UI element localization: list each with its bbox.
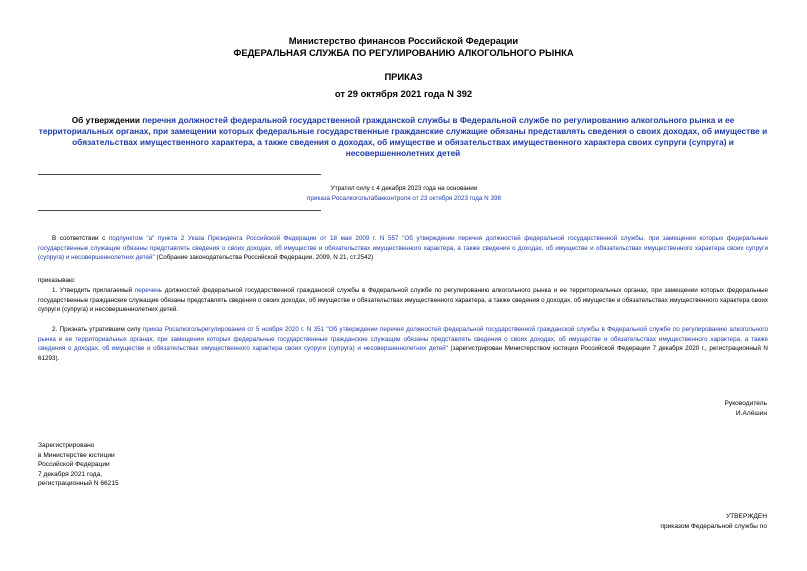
document-subject — [38, 115, 768, 159]
item-2-link[interactable]: приказ Росалкогольрегулирования от 5 ноября 2020 г. N 351 "Об утверждении перечня должностей федеральной государственной гражданской службы в Федеральной службе по регулированию алкогольного рынка и ее территориальных органах, при замещении которых федеральные государственные гражданские служащие обязаны представлять сведения о своих доходах, об имуществе и обязательствах имущественного характера, а также сведения о доходах, об имуществе и обязательствах имущественного характера своих супруги (супруга) и несовершеннолетних детей" — [38, 326, 768, 353]
item-2-paragraph — [38, 325, 768, 363]
item-1-text-b: должностей федеральной государственной гражданской службы в Федеральной службе по регулированию алкогольного рынка и ее территориальных органах, при замещении которых федеральные государственные гражданские служащие обязаны представлять сведения о своих доходах, об имуществе и обязательствах имущественного характера, а также сведения о доходах, об имуществе и обязательствах имущественного характера своих супруги (супруга) и несовершеннолетних детей. — [38, 287, 768, 314]
item-2-text-b: (зарегистрирован Министерством юстиции Российской Федерации 7 декабря 2020 г., регистрационный N 61293). — [38, 345, 768, 362]
ministry-name: Министерство финансов Российской Федерации — [288, 35, 519, 46]
service-name: ФЕДЕРАЛЬНАЯ СЛУЖБА ПО РЕГУЛИРОВАНИЮ АЛКОГОЛЬНОГО РЫНКА — [233, 47, 574, 58]
registration-line-5: регистрационный N 66215 — [38, 480, 119, 488]
divider-top — [38, 174, 321, 175]
status-note — [290, 184, 518, 204]
registration-line-2: в Министерстве юстиции — [38, 451, 115, 459]
document-type: ПРИКАЗ — [384, 71, 423, 82]
registration-line-4: 7 декабря 2021 года, — [38, 470, 103, 478]
item-2-text-a: 2. Признать утратившим силу — [52, 326, 143, 333]
divider-bottom — [38, 210, 321, 211]
item-1-link[interactable]: перечень — [134, 287, 163, 294]
registration-block — [38, 441, 119, 489]
document-date-number: от 29 октября 2021 года N 392 — [334, 88, 473, 99]
order-word: приказываю: — [38, 277, 76, 284]
intro-text-a: В соответствии с — [52, 235, 109, 242]
item-1-text-a: 1. Утвердить прилагаемый — [52, 287, 135, 294]
intro-text-b: (Собрание законодательства Российской Федерации, 2009, N 21, ст.2542) — [154, 254, 374, 262]
intro-link[interactable]: подпунктом "а" пункта 2 Указа Президента Российской Федерации от 18 мая 2009 г. N 557 "Об утверждении перечня должностей федеральной государственной службы, при замещении которых федеральные государственные служащие обязаны представлять сведения о своих доходах, об имуществе и обязательствах имущественного характера, а также сведения о доходах, об имуществе и обязательствах имущественного характера своих супруги (супруга) и несовершеннолетних детей" — [38, 235, 768, 262]
status-note-link[interactable]: приказа Росалкогольтабакконтроля от 23 октября 2023 года N 398 — [307, 195, 501, 202]
registration-line-1: Зарегистрировано — [38, 442, 95, 449]
status-note-text: Утратил силу с 4 декабря 2023 года на основании — [330, 185, 478, 192]
signature-name: И.Алёшин — [735, 410, 767, 417]
approved-by: приказом Федеральной службы по — [660, 523, 767, 530]
approved-title: УТВЕРЖДЕН — [725, 513, 767, 520]
subject-prefix: Об утверждении — [71, 115, 143, 125]
item-1-paragraph — [38, 286, 768, 315]
intro-paragraph — [38, 234, 768, 263]
signature-title: Руководитель — [724, 400, 767, 407]
subject-link[interactable]: перечня должностей федеральной государственной гражданской службы в Федеральной службе по регулированию алкогольного рынка и ее территориальных органах, при замещении которых федеральные государственные гражданские служащие обязаны представлять сведения о своих доходах, об имуществе и обязательствах имущественного характера, а также сведения о доходах, об имуществе и обязательствах имущественного характера своих супруги (супруга) и несовершеннолетних детей — [38, 115, 768, 158]
registration-line-3: Российской Федерации — [38, 461, 110, 469]
